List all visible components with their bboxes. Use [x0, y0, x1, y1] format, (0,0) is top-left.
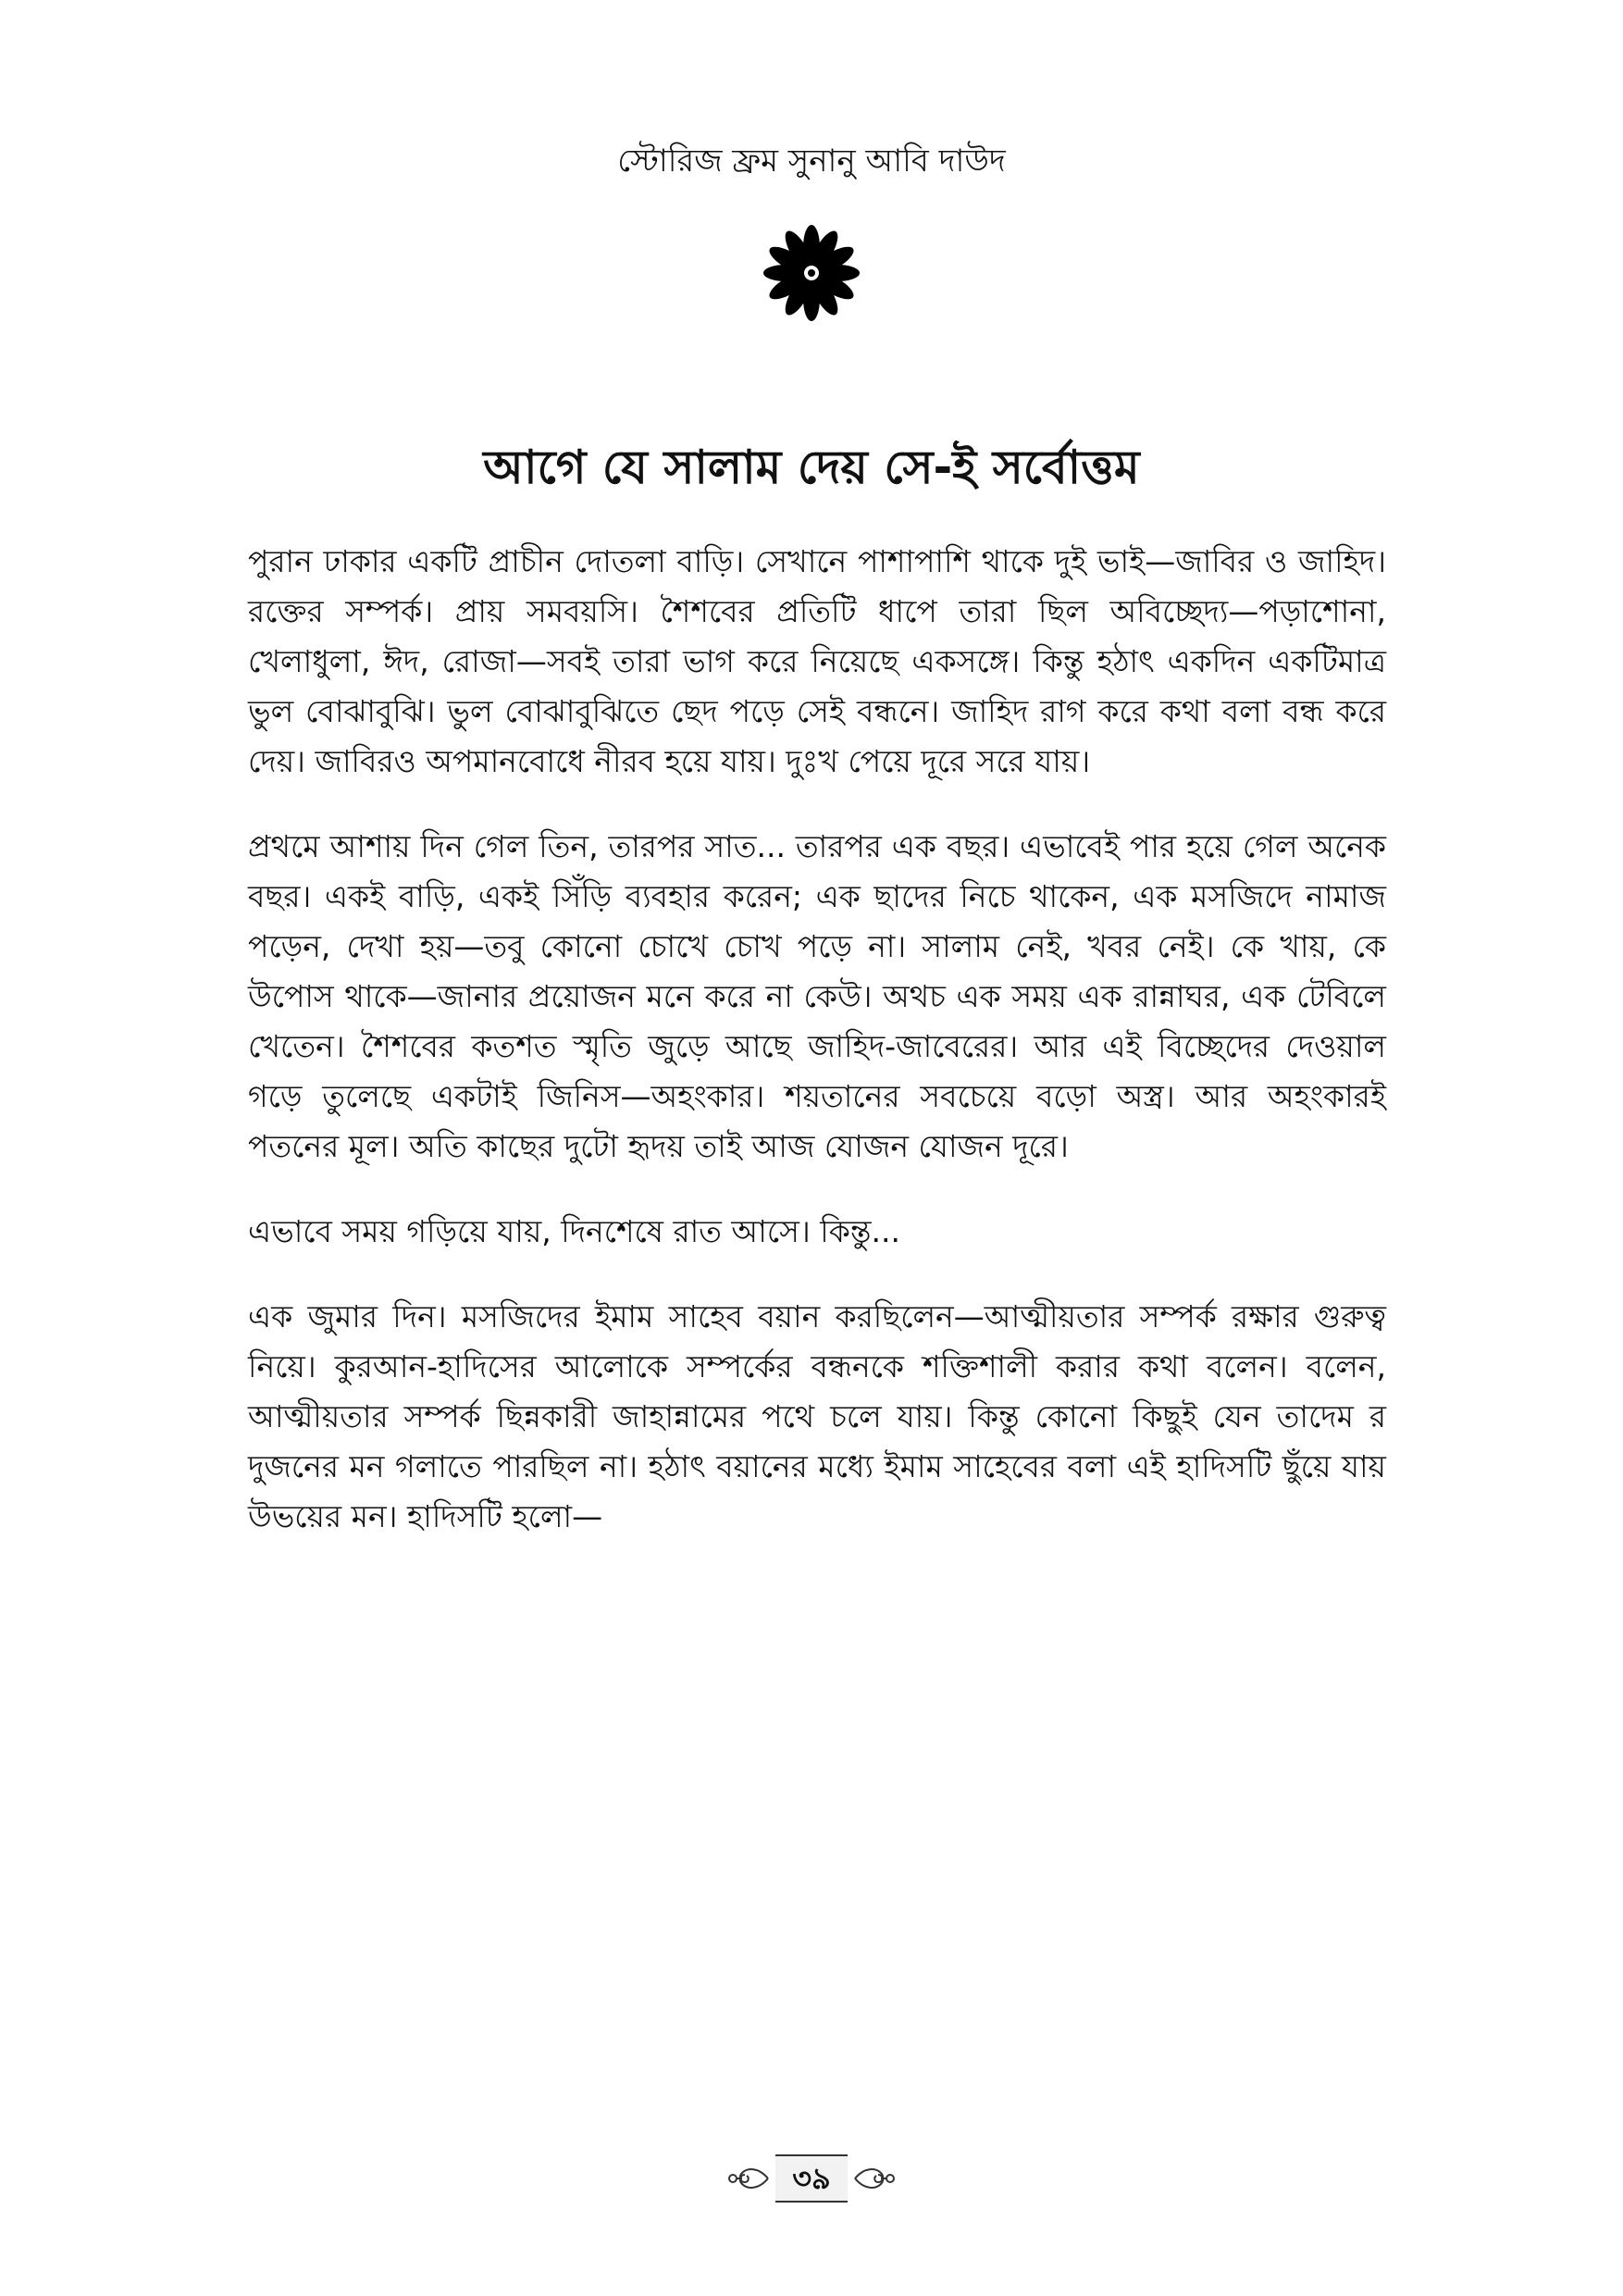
flower-ornament-icon — [761, 222, 862, 324]
paragraph-4: এক জুমার দিন। মসজিদের ইমাম সাহেব বয়ান করছিলেন—আত্মীয়তার সম্পর্ক রক্ষার গুরুত্ব নিয়ে। কুরআন-হাদিসের আলোকে সম্পর্কের বন্ধনকে শক্তিশালী করার কথা বলেন। বলেন, আত্মীয়তার সম্পর্ক ছিন্নকারী জাহান্নামের পথে চলে যায়। কিন্তু কোনো কিছুই যেন তাদেম র দুজনের মন গলাতে পারছিল না। হঠাৎ বয়ানের মধ্যে ইমাম সাহেবের বলা এই হাদিসটি ছুঁয়ে যায় উভয়ের মন। হাদিসটি হলো— — [248, 1298, 1386, 1534]
paragraph-1: পুরান ঢাকার একটি প্রাচীন দোতলা বাড়ি। সেখানে পাশাপাশি থাকে দুই ভাই—জাবির ও জাহিদ। রক্তের সম্পর্ক। প্রায় সমবয়সি। শৈশবের প্রতিটি ধাপে তারা ছিল অবিচ্ছেদ্য—পড়াশোনা, খেলাধুলা, ঈদ, রোজা—সবই তারা ভাগ করে নিয়েছে একসঙ্গে। কিন্তু হঠাৎ একদিন একটিমাত্র ভুল বোঝাবুঝি। ভুল বোঝাবুঝিতে ছেদ পড়ে সেই বন্ধনে। জাহিদ রাগ করে কথা বলা বন্ধ করে দেয়। জাবিরও অপমানবোধে নীরব হয়ে যায়। দুঃখ পেয়ে দূরে সরে যায়। — [248, 543, 1386, 779]
page-footer — [0, 2154, 1623, 2203]
right-flourish-icon — [853, 2162, 896, 2195]
left-flourish-icon — [727, 2162, 770, 2195]
page-number: ৩৯ — [775, 2154, 848, 2203]
running-header: স্টোরিজ ফ্রম সুনানু আবি দাউদ — [617, 143, 1006, 180]
folio — [727, 2154, 896, 2203]
chapter-title: আগে যে সালাম দেয় সে-ই সর্বোত্তম — [483, 441, 1140, 494]
body-text — [248, 537, 1386, 1577]
paragraph-2: প্রথমে আশায় দিন গেল তিন, তারপর সাত... তারপর এক বছর। এভাবেই পার হয়ে গেল অনেক বছর। একই বাড়ি, একই সিঁড়ি ব্যবহার করেন; এক ছাদের নিচে থাকেন, এক মসজিদে নামাজ পড়েন, দেখা হয়—তবু কোনো চোখে চোখ পড়ে না। সালাম নেই, খবর নেই। কে খায়, কে উপোস থাকে—জানার প্রয়োজন মনে করে না কেউ। অথচ এক সময় এক রান্নাঘর, এক টেবিলে খেতেন। শৈশবের কতশত স্মৃতি জুড়ে আছে জাহিদ-জাবেরের। আর এই বিচ্ছেদের দেওয়াল গড়ে তুলেছে একটাই জিনিস—অহংকার। শয়তানের সবচেয়ে বড়ো অস্ত্র। আর অহংকারই পতনের মূল। অতি কাছের দুটো হৃদয় তাই আজ যোজন যোজন দূরে। — [248, 828, 1386, 1164]
paragraph-3: এভাবে সময় গড়িয়ে যায়, দিনশেষে রাত আসে। কিন্তু... — [248, 1213, 901, 1249]
